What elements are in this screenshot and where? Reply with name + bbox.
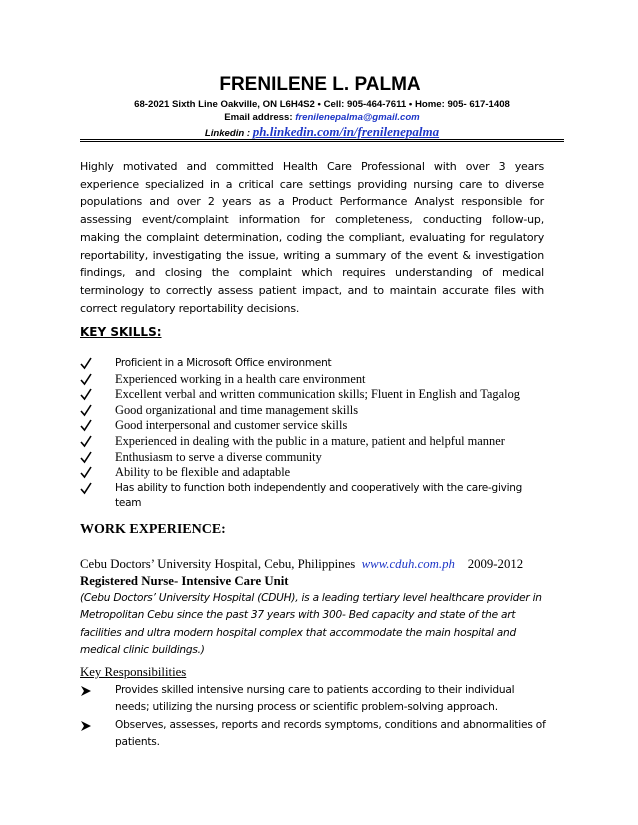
responsibility-item: Provides skilled intensive nursing care to patients according to their individual needs; utilizing the nursing process or scientific problem-solving approach. [80,682,550,717]
resume-header [80,74,564,142]
skill-item: Good organizational and time management skills [80,403,550,419]
checkmark-icon [80,481,92,495]
work-experience-heading: WORK EXPERIENCE: [80,522,226,537]
arrow-bullet-icon [80,685,92,697]
employer-line [80,556,550,573]
checkmark-icon [80,356,92,370]
checkmark-icon [80,465,92,479]
employer-description: (Cebu Doctors’ University Hospital (CDUH), is a leading tertiary level healthcare provider in Metropolitan Cebu since the past 37 years with 300- Bed capacity and state of the art facilities and ultra modern hospital complex that accommodate the main hospital and medical clinic buildings.) [80,592,542,656]
professional-summary: Highly motivated and committed Health Care Professional with over 3 years experience specialized in a critical care settings providing nursing care to diverse populations and over 2 years as a Product Performance Analyst responsible for assessing event/complaint information for completeness, conducting follow-up, making the complaint determination, coding the compliant, evaluating for regulatory reportability, investigating the issue, writing a summary of the event & investigation findings, and closing the complaint which requires understanding of medical terminology to correctly assess patient impact, and to maintain accurate files with correct regulatory reportability decisions. [80,160,544,315]
job-entry [80,556,550,590]
checkmark-icon [80,387,92,401]
key-skills-list [80,356,550,512]
skill-item: Enthusiasm to serve a diverse community [80,450,550,466]
position-title: Registered Nurse- Intensive Care Unit [80,574,289,588]
employer-url-link[interactable]: www.cduh.com.ph [361,557,455,571]
checkmark-icon [80,434,92,448]
skill-item: Experienced working in a health care environment [80,372,550,388]
checkmark-icon [80,450,92,464]
employment-dates: 2009-2012 [467,557,524,571]
skill-item: Proficient in a Microsoft Office environment [80,356,550,372]
checkmark-icon [80,418,92,432]
email-link[interactable]: frenilenepalma@gmail.com [295,112,420,123]
email-line [80,111,564,124]
checkmark-icon [80,403,92,417]
employer-name: Cebu Doctors’ University Hospital, Cebu, Philippines [80,557,356,571]
skill-item: Has ability to function both independently and cooperatively with the care-giving team [80,481,550,512]
arrow-bullet-icon [80,720,92,732]
header-divider [80,139,564,142]
linkedin-link[interactable]: ph.linkedin.com/in/frenilenepalma [252,124,440,139]
key-responsibilities-heading: Key Responsibilities [80,665,187,679]
skill-item: Good interpersonal and customer service skills [80,418,550,434]
linkedin-label: Linkedin : [204,128,253,139]
checkmark-icon [80,372,92,386]
responsibility-item: Observes, assesses, reports and records symptoms, conditions and abnormalities of patients. [80,717,550,752]
contact-line: 68-2021 Sixth Line Oakville, ON L6H4S2 • Cell: 905-464-7611 • Home: 905- 617-1408 [134,99,510,110]
skill-item: Excellent verbal and written communication skills; Fluent in English and Tagalog [80,387,550,403]
skill-item: Experienced in dealing with the public in a mature, patient and helpful manner [80,434,550,450]
skill-item: Ability to be flexible and adaptable [80,465,550,481]
candidate-name: FRENILENE L. PALMA [219,74,421,95]
key-skills-heading: KEY SKILLS: [80,325,162,339]
email-label: Email address: [224,112,296,123]
responsibilities-list [80,682,550,751]
